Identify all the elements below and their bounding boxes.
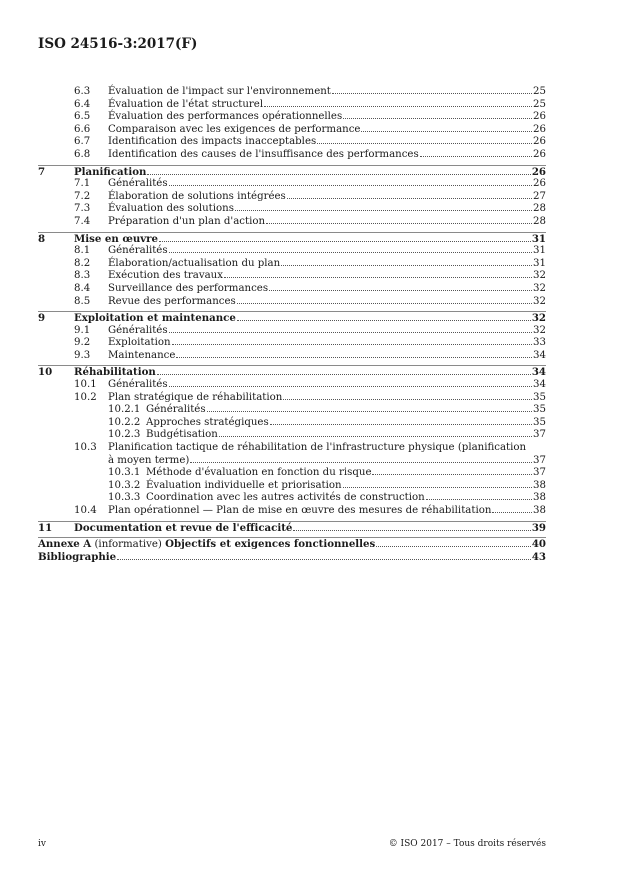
dot-leader (361, 131, 532, 132)
toc-entry-title: Méthode d'évaluation en fonction du risque (146, 467, 372, 479)
dot-leader (426, 499, 532, 500)
toc-entry-title: Évaluation individuelle et priorisation (146, 479, 342, 491)
toc-entry-page: 38 (533, 479, 546, 491)
toc-entry-title: Plan stratégique de réhabilitation (108, 391, 283, 403)
toc-entry-body (108, 149, 546, 162)
toc-entry-title: Évaluation des performances opérationnelles (108, 111, 343, 123)
dot-leader (235, 210, 532, 211)
dot-leader (343, 118, 532, 119)
toc-entry-title: Exécution des travaux (108, 270, 223, 282)
toc-entry-body (38, 538, 546, 552)
toc-entry-page: 25 (533, 86, 546, 97)
toc-entry-body (108, 136, 546, 149)
toc-entry-title: Évaluation de l'impact sur l'environnement (108, 86, 331, 97)
document-header: ISO 24516-3:2017(F) (38, 36, 198, 52)
toc-entry-title: à moyen terme) (108, 454, 190, 466)
toc-entry-number: 7.4 (74, 215, 91, 227)
toc-entry-page: 28 (533, 203, 546, 215)
toc-entry-body (108, 270, 546, 283)
toc-entry-page: 32 (533, 270, 546, 282)
toc-entry-page: 38 (533, 505, 546, 516)
toc-entry-title: Plan opérationnel — Plan de mise en œuvre des mesures de réhabilitation (108, 505, 492, 516)
toc-entry-title: Revue des performances (108, 295, 236, 307)
dot-leader (190, 462, 532, 463)
toc-entry-body (146, 429, 546, 442)
toc-entry-body (108, 325, 546, 338)
toc-entry-number: 10.2.3 (108, 429, 141, 441)
toc-entry[interactable] (38, 258, 546, 271)
toc-entry[interactable] (38, 505, 546, 518)
toc-entry-body (108, 124, 546, 137)
toc-entry-body (146, 492, 546, 505)
dot-leader (293, 530, 530, 531)
toc-entry[interactable] (38, 296, 546, 309)
toc-entry-page: 37 (533, 429, 546, 441)
toc-entry[interactable] (38, 521, 546, 535)
toc-entry-number: 10.2.1 (108, 404, 141, 416)
toc-entry[interactable] (38, 365, 546, 379)
toc-entry-title (38, 538, 375, 552)
toc-entry-title: Exploitation (108, 337, 171, 349)
toc-entry-page: 26 (533, 148, 546, 160)
toc-entry-title: Bibliographie (38, 550, 117, 563)
toc-entry-page: 32 (533, 295, 546, 307)
dot-leader (420, 156, 532, 157)
toc-entry-title: Planification tactique de réhabilitation de l'infrastructure physique (planification (108, 442, 527, 454)
toc-entry-title: Généralités (146, 404, 206, 416)
dot-leader (117, 559, 531, 560)
dot-leader (332, 93, 532, 94)
toc-entry-body (108, 455, 546, 468)
toc-entry-number: 10.3.3 (108, 492, 141, 504)
toc-entry-number: 9 (38, 312, 46, 325)
dot-leader (207, 411, 532, 412)
toc-entry-line (38, 442, 546, 455)
toc-entry-number: 9.3 (74, 349, 91, 361)
toc-entry[interactable] (38, 283, 546, 296)
toc-entry[interactable] (38, 350, 546, 363)
toc-entry-body (146, 417, 546, 430)
toc-entry[interactable] (38, 149, 546, 162)
toc-entry-title: Généralités (108, 245, 168, 257)
toc-entry-body (74, 366, 546, 379)
toc-entry-body (146, 467, 546, 480)
toc-entry-page: 35 (533, 391, 546, 403)
annex-title: Objectifs et exigences fonctionnelles (165, 538, 376, 551)
toc-entry[interactable] (38, 178, 546, 191)
toc-entry-page: 37 (533, 467, 546, 479)
toc-entry-body (108, 283, 546, 296)
toc-entry[interactable] (38, 245, 546, 258)
toc-entry-body (74, 522, 546, 535)
toc-entry-number: 6.5 (74, 111, 91, 123)
toc-entry[interactable] (38, 311, 546, 325)
toc-entry[interactable] (38, 337, 546, 350)
page-number: iv (38, 839, 46, 849)
annex-label: Annexe A (38, 538, 92, 551)
dot-leader (169, 252, 532, 253)
toc-entry-page: 32 (533, 324, 546, 336)
dot-leader (237, 303, 532, 304)
dot-leader (147, 174, 530, 175)
toc-entry[interactable] (38, 379, 546, 392)
toc-entry-title: Réhabilitation (74, 366, 156, 379)
toc-entry-body (108, 505, 546, 518)
toc-entry-page: 35 (533, 404, 546, 416)
toc-entry-title: Préparation d'un plan d'action (108, 215, 266, 227)
toc-entry-page: 26 (533, 123, 546, 135)
table-of-contents (38, 86, 546, 563)
toc-entry-page: 40 (531, 538, 546, 551)
toc-entry[interactable] (38, 99, 546, 112)
toc-entry-title: Évaluation de l'état structurel (108, 98, 264, 110)
toc-entry-number: 10.3.1 (108, 467, 141, 479)
toc-entry[interactable] (38, 325, 546, 338)
toc-entry-page: 31 (533, 257, 546, 269)
toc-entry-body (108, 245, 546, 258)
toc-entry-body (108, 86, 546, 99)
dot-leader (281, 265, 532, 266)
toc-entry-number: 8.2 (74, 257, 91, 269)
toc-entry[interactable] (38, 136, 546, 149)
toc-entry-title: Généralités (108, 178, 168, 190)
toc-entry-page: 43 (531, 550, 546, 563)
toc-entry-title: Élaboration/actualisation du plan (108, 257, 281, 269)
toc-entry-body (108, 379, 546, 392)
dot-leader (270, 424, 532, 425)
toc-entry-body (74, 233, 546, 246)
toc-entry[interactable] (38, 232, 546, 246)
toc-entry-title: Généralités (108, 379, 168, 391)
dot-leader (169, 185, 532, 186)
toc-entry-title: Planification (74, 165, 147, 178)
toc-entry-title: Identification des causes de l'insuffisance des performances (108, 148, 419, 160)
toc-entry-page: 26 (533, 111, 546, 123)
toc-entry-title: Mise en œuvre (74, 232, 158, 245)
dot-leader (266, 223, 532, 224)
toc-entry-number: 10.4 (74, 505, 97, 516)
toc-entry-page: 34 (533, 379, 546, 391)
toc-entry-page: 31 (531, 232, 546, 245)
toc-entry-page: 39 (531, 521, 546, 534)
toc-entry-number: 8.5 (74, 295, 91, 307)
toc-entry-title: Évaluation des solutions (108, 203, 234, 215)
toc-entry-number: 10.1 (74, 379, 97, 391)
toc-entry-page: 32 (533, 282, 546, 294)
toc-entry-body (108, 216, 546, 229)
toc-entry[interactable] (38, 191, 546, 204)
toc-entry-title: Coordination avec les autres activités de construction (146, 492, 425, 504)
toc-entry-number: 6.7 (74, 136, 91, 148)
toc-entry-title: Budgétisation (146, 429, 218, 441)
toc-entry-body (108, 203, 546, 216)
toc-entry[interactable] (38, 86, 546, 99)
toc-entry-title: Documentation et revue de l'efficacité (74, 521, 293, 534)
toc-entry-body (74, 166, 546, 179)
toc-entry-body (108, 178, 546, 191)
toc-entry-page: 26 (531, 165, 546, 178)
toc-entry-title: Exploitation et maintenance (74, 312, 236, 325)
toc-entry-number: 7.3 (74, 203, 91, 215)
toc-entry-page: 35 (533, 416, 546, 428)
annex-type: (informative) (91, 539, 166, 551)
toc-entry[interactable] (38, 537, 546, 551)
dot-leader (269, 290, 532, 291)
dot-leader (169, 332, 532, 333)
toc-entry[interactable] (38, 480, 546, 493)
toc-entry-body (108, 258, 546, 271)
toc-entry-body (108, 111, 546, 124)
toc-entry-number: 7.1 (74, 178, 91, 190)
toc-entry-body (108, 191, 546, 204)
dot-leader (157, 374, 531, 375)
toc-entry[interactable] (38, 467, 546, 480)
toc-entry[interactable] (38, 165, 546, 179)
toc-entry[interactable] (38, 392, 546, 405)
toc-entry-number: 7.2 (74, 190, 91, 202)
toc-entry-body (108, 350, 546, 363)
toc-entry-number: 8.4 (74, 282, 91, 294)
dot-leader (169, 386, 532, 387)
toc-entry-number: 6.8 (74, 148, 91, 160)
toc-entry[interactable] (38, 429, 546, 442)
toc-entry-body (108, 99, 546, 112)
toc-entry-page: 33 (533, 337, 546, 349)
toc-entry-body (146, 480, 546, 493)
toc-entry-number: 6.6 (74, 123, 91, 135)
dot-leader (224, 277, 532, 278)
toc-entry-number: 10 (38, 366, 53, 379)
toc-entry-number: 10.2 (74, 391, 97, 403)
dot-leader (317, 143, 532, 144)
dot-leader (176, 357, 532, 358)
toc-entry-title: Généralités (108, 324, 168, 336)
toc-entry-page: 27 (533, 190, 546, 202)
toc-entry[interactable] (38, 270, 546, 283)
toc-entry-page: 34 (531, 366, 546, 379)
copyright-notice: © ISO 2017 – Tous droits réservés (388, 839, 546, 849)
toc-entry-body (108, 392, 546, 405)
dot-leader (219, 436, 532, 437)
toc-entry-title: Élaboration de solutions intégrées (108, 190, 286, 202)
toc-entry[interactable] (38, 203, 546, 216)
dot-leader (343, 487, 532, 488)
toc-entry-number: 10.3 (74, 442, 97, 454)
toc-entry-page: 38 (533, 492, 546, 504)
toc-entry[interactable] (38, 417, 546, 430)
toc-entry-number: 10.3.2 (108, 479, 141, 491)
toc-entry-page: 28 (533, 215, 546, 227)
dot-leader (287, 198, 532, 199)
toc-entry-body (108, 296, 546, 309)
toc-entry[interactable] (38, 455, 546, 468)
toc-entry-body (74, 312, 546, 325)
dot-leader (159, 241, 531, 242)
toc-entry[interactable] (38, 216, 546, 229)
toc-entry-title: Maintenance (108, 349, 176, 361)
dot-leader (492, 512, 532, 513)
toc-entry[interactable] (38, 551, 546, 564)
toc-entry-number: 8.1 (74, 245, 91, 257)
toc-entry-body (38, 551, 546, 564)
toc-entry-page: 34 (533, 349, 546, 361)
toc-entry[interactable] (38, 111, 546, 124)
toc-entry[interactable] (38, 404, 546, 417)
toc-entry-number: 10.2.2 (108, 416, 141, 428)
toc-entry-title: Approches stratégiques (146, 416, 269, 428)
toc-entry-title: Comparaison avec les exigences de performance (108, 123, 361, 135)
toc-entry-page: 26 (533, 178, 546, 190)
toc-entry-number: 8 (38, 232, 46, 245)
toc-entry-body (146, 404, 546, 417)
dot-leader (172, 344, 532, 345)
toc-entry-title: Identification des impacts inacceptables (108, 136, 317, 148)
toc-entry[interactable] (38, 124, 546, 137)
toc-entry-number: 8.3 (74, 270, 91, 282)
toc-entry-number: 9.2 (74, 337, 91, 349)
toc-entry-number: 6.4 (74, 98, 91, 110)
toc-entry-number: 11 (38, 521, 53, 534)
dot-leader (372, 474, 532, 475)
toc-entry-page: 31 (533, 245, 546, 257)
dot-leader (376, 546, 531, 547)
toc-entry-title: Surveillance des performances (108, 282, 269, 294)
dot-leader (283, 399, 532, 400)
toc-entry-page: 37 (533, 454, 546, 466)
dot-leader (237, 320, 531, 321)
dot-leader (264, 106, 532, 107)
toc-entry-page: 25 (533, 98, 546, 110)
toc-entry-body (108, 337, 546, 350)
toc-entry-page: 32 (531, 312, 546, 325)
toc-entry-number: 6.3 (74, 86, 91, 97)
toc-entry-page: 26 (533, 136, 546, 148)
toc-entry-number: 7 (38, 165, 46, 178)
toc-entry[interactable] (38, 492, 546, 505)
toc-entry-number: 9.1 (74, 324, 91, 336)
